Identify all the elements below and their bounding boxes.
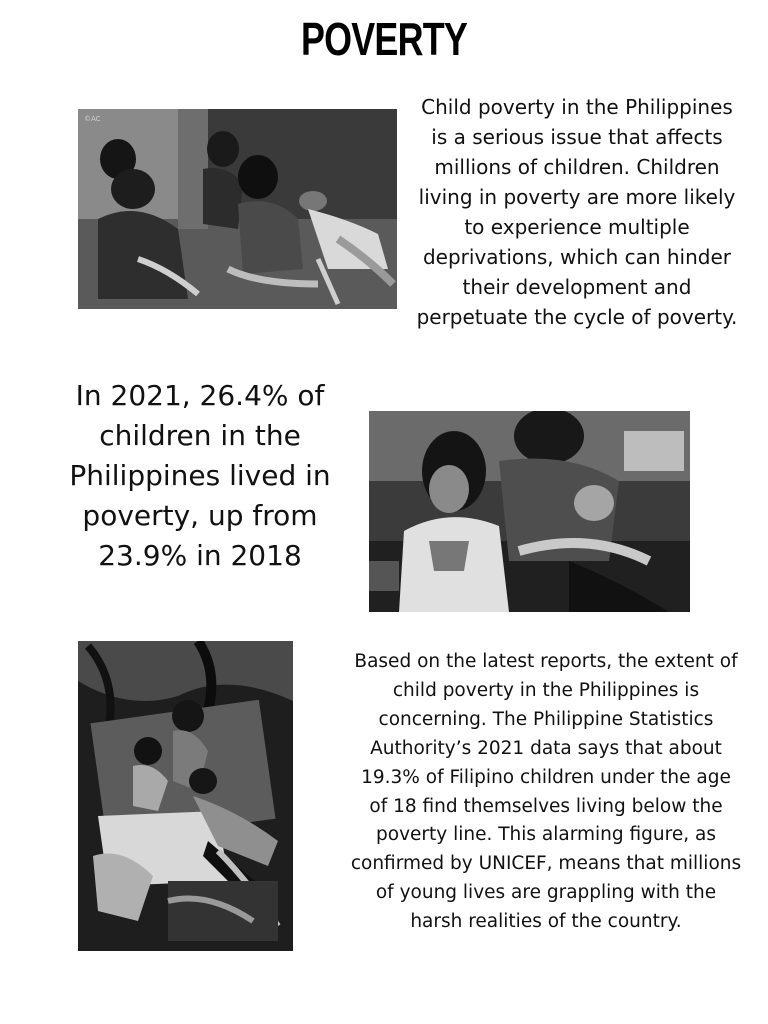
page-title: POVERTY [300, 13, 467, 65]
photo-boy-with-family [369, 411, 690, 612]
photo-children-on-mattress [78, 641, 293, 951]
intro-paragraph: Child poverty in the Philippines is a serious issue that affects millions of children. Children living in poverty are more likely to experience multiple deprivations, which can hinder their development and perpetuate the cycle of poverty. [416, 95, 738, 329]
statistic-paragraph: In 2021, 26.4% of children in the Philippines lived in poverty, up from 23.9% in 2018 [69, 379, 331, 572]
photo-children-on-sidewalk [78, 109, 397, 309]
photo-watermark: ©AC [84, 115, 101, 123]
report-paragraph: Based on the latest reports, the extent of child poverty in the Philippines is concerning. The Philippine Statistics Authority’s 2021 data says that about 19.3% of Filipino children under the age of 18 find themselves living below the poverty line. This alarming figure, as confirmed by UNICEF, means that millions of young lives are grappling with the harsh realities of the country. [350, 651, 742, 933]
